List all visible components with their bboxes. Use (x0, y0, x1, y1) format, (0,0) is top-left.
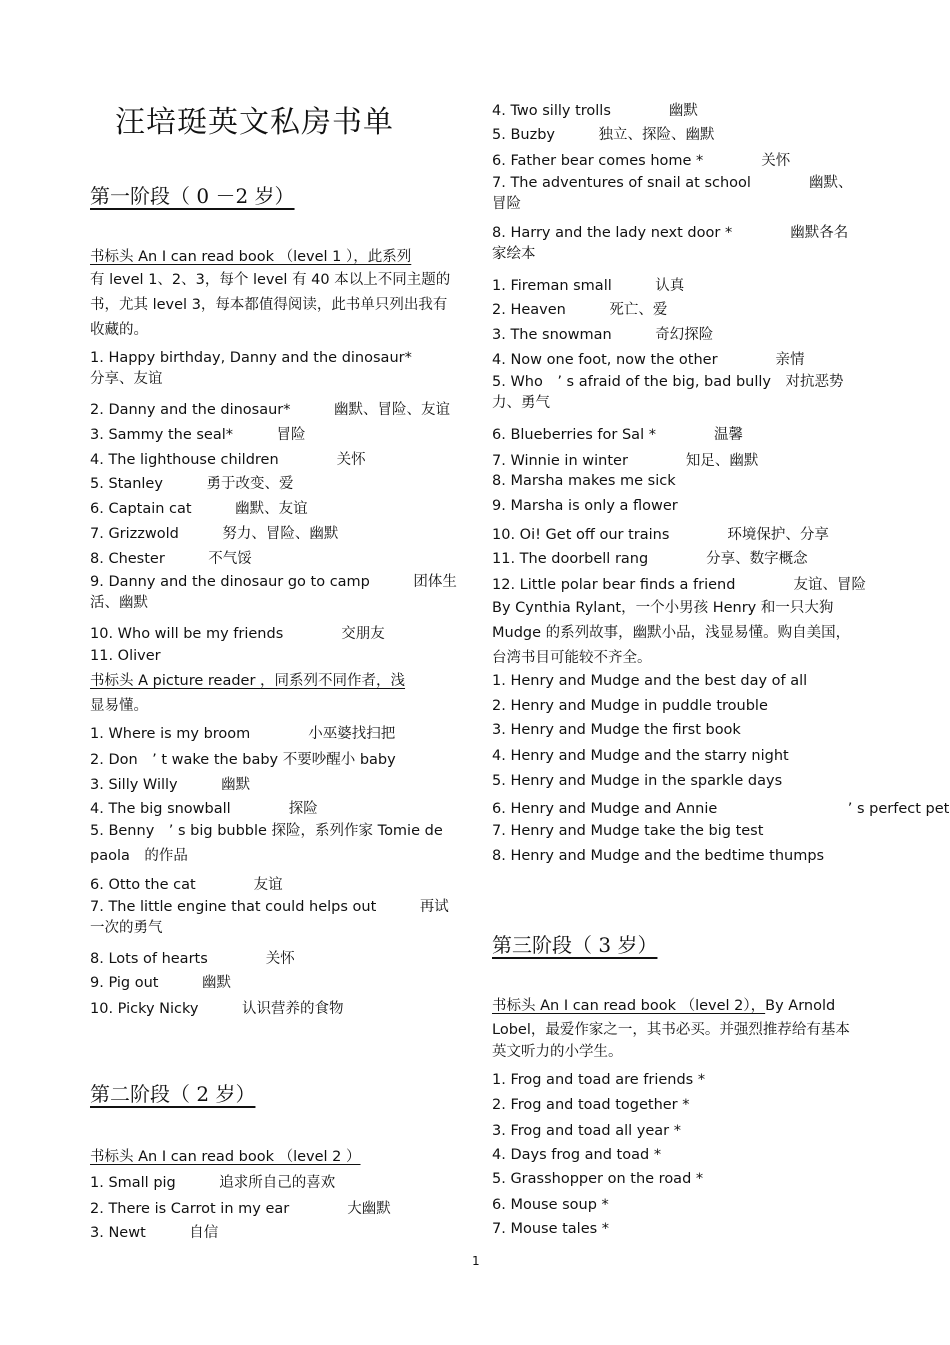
list-item: 9. Pig out 幽默 (90, 975, 231, 991)
list-item: 5. Benny ’ s big bubble 探险，系列作家 Tomie de paola 的作品 (90, 823, 443, 864)
list-item: 4. Now one foot, now the other 亲情 (492, 352, 805, 368)
list-item: 3. Newt 自信 (90, 1225, 219, 1241)
list-item: 1. Where is my broom 小巫婆找扫把 (90, 726, 396, 742)
stage2-heading: 第二阶段（ 2 岁） (90, 1082, 256, 1106)
list-item: 5. Grasshopper on the road * (492, 1171, 704, 1187)
list-item: 6. Henry and Mudge and Annie ’ s perfect pet (492, 801, 950, 817)
list-item: 5. Who ’ s afraid of the big, bad bully 对抗恶势力、勇气 (492, 374, 844, 411)
page-title: 汪培珽英文私房书单 (115, 105, 394, 140)
list-item: 7. The little engine that could helps out 再试一次的勇气 (90, 899, 449, 936)
list-item: 4. Two silly trolls 幽默 (492, 103, 698, 119)
list-item: 5. Stanley 勇于改变、爱 (90, 476, 294, 492)
list-item: 7. The adventures of snail at school 幽默、冒险 (492, 175, 853, 212)
list-item: 8. Lots of hearts 关怀 (90, 951, 295, 967)
list-item: 6. Father bear comes home * 关怀 (492, 153, 791, 169)
list-item: 1. Happy birthday, Danny and the dinosaur* 分享、友谊 (90, 350, 470, 387)
stage1-heading: 第一阶段（ 0 －2 岁） (90, 184, 295, 208)
stage1-series2-head: 书标头 A picture reader ，同系列不同作者，浅 (90, 673, 406, 689)
list-item: 3. Silly Willy 幽默 (90, 777, 251, 793)
list-item: 6. Otto the cat 友谊 (90, 877, 283, 893)
list-item: 10. Picky Nicky 认识营养的食物 (90, 1001, 344, 1017)
list-item: 8. Marsha makes me sick (492, 473, 676, 489)
list-item: 10. Who will be my friends 交朋友 (90, 626, 385, 642)
list-item: 7. Winnie in winter 知足、幽默 (492, 453, 759, 469)
stage3-heading: 第三阶段（ 3 岁） (492, 933, 658, 957)
list-item: 7. Mouse tales * (492, 1221, 610, 1237)
list-item: 9. Danny and the dinosaur go to camp 团体生活、幽默 (90, 574, 457, 611)
stage1-series2-tail: 显易懂。 (90, 698, 148, 714)
stage3-series-desc: Lobel，最爱作家之一，其书必买。并强烈推荐给有基本英文听力的小学生。 (492, 1022, 850, 1060)
list-item: 8. Harry and the lady next door * 幽默各名家绘本 (492, 225, 849, 262)
list-item: 11. The doorbell rang 分享、数字概念 (492, 551, 808, 567)
list-item: 5. Buzby 独立、探险、幽默 (492, 127, 715, 143)
stage1-series1-desc: 有 level 1、2、3，每个 level 有 40 本以上不同主题的书，尤其 level 3，每本都值得阅读，此书单只列出我有收藏的。 (90, 272, 451, 338)
list-item: 6. Captain cat 幽默、友谊 (90, 501, 308, 517)
stage3-series-head-row (492, 994, 835, 1015)
list-item: 4. The big snowball 探险 (90, 801, 318, 817)
list-item: 7. Henry and Mudge take the big test (492, 823, 764, 839)
list-item: 1. Small pig 追求所自己的喜欢 (90, 1175, 336, 1191)
page-number: 1 (472, 1254, 480, 1268)
list-item: 4. The lighthouse children 关怀 (90, 452, 366, 468)
list-item: 1. Henry and Mudge and the best day of all (492, 673, 808, 689)
list-item: 7. Grizzwold 努力、冒险、幽默 (90, 526, 339, 542)
list-item: 3. The snowman 奇幻探险 (492, 327, 714, 343)
list-item: 2. Frog and toad together * (492, 1097, 690, 1113)
list-item: 5. Henry and Mudge in the sparkle days (492, 773, 783, 789)
list-item: 8. Chester 不气馁 (90, 551, 252, 567)
list-item: 2. Don ’ t wake the baby 不要吵醒小 baby (90, 752, 396, 768)
rylant-description: By Cynthia Rylant，一个小男孩 Henry 和一只大狗 Mudge 的系列故事，幽默小品，浅显易懂。购自美国，台湾书目可能较不齐全。 (492, 600, 851, 666)
stage2-series-head: 书标头 An I can read book （level 2 ） (90, 1149, 361, 1165)
stage1-series1-head: 书标头 An I can read book （level 1 ），此系列 (90, 249, 412, 265)
list-item: 8. Henry and Mudge and the bedtime thumps (492, 848, 825, 864)
list-item: 3. Sammy the seal* 冒险 (90, 427, 306, 443)
list-item: 12. Little polar bear finds a friend 友谊、冒险 (492, 577, 866, 593)
stage3-series-head-tail: By Arnold (765, 998, 836, 1014)
stage3-series-head: 书标头 An I can read book （level 2）， (492, 998, 766, 1014)
list-item: 2. Danny and the dinosaur* 幽默、冒险、友谊 (90, 402, 450, 418)
list-item: 4. Days frog and toad * (492, 1147, 662, 1163)
list-item: 6. Blueberries for Sal * 温馨 (492, 427, 743, 443)
list-item: 1. Frog and toad are friends * (492, 1072, 706, 1088)
list-item: 2. There is Carrot in my ear 大幽默 (90, 1201, 391, 1217)
list-item: 3. Henry and Mudge the first book (492, 722, 741, 738)
list-item: 9. Marsha is only a flower (492, 498, 678, 514)
list-item: 10. Oi! Get off our trains 环境保护、分享 (492, 527, 829, 543)
list-item: 6. Mouse soup * (492, 1197, 609, 1213)
list-item: 2. Henry and Mudge in puddle trouble (492, 698, 768, 714)
list-item: 3. Frog and toad all year * (492, 1123, 681, 1139)
list-item: 11. Oliver (90, 648, 161, 664)
list-item: 1. Fireman small 认真 (492, 278, 685, 294)
list-item: 2. Heaven 死亡、爱 (492, 302, 668, 318)
list-item: 4. Henry and Mudge and the starry night (492, 748, 789, 764)
